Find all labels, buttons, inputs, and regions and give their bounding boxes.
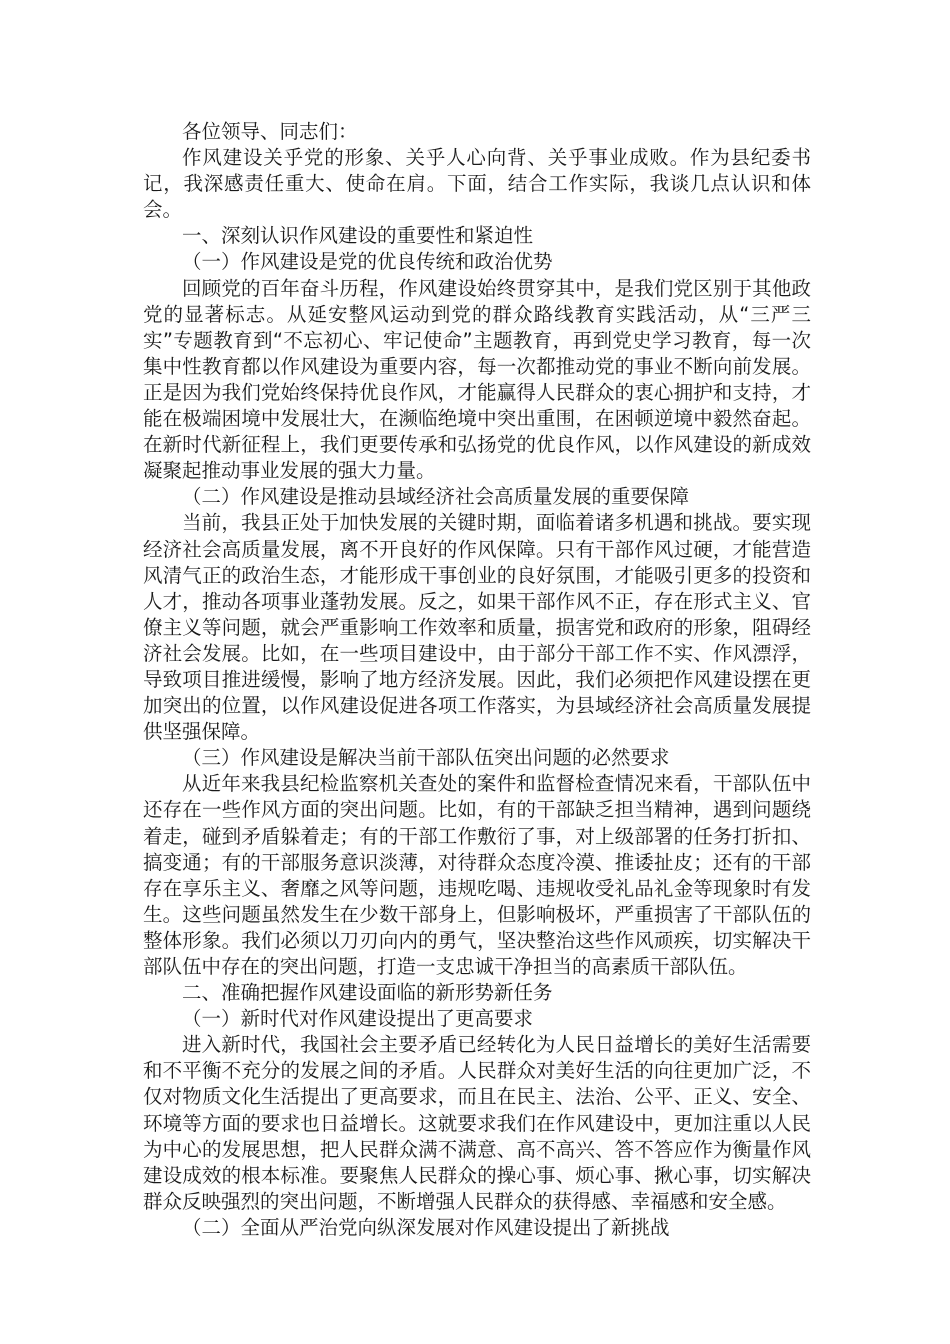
section-1-2-heading: （二）作风建设是推动县域经济社会高质量发展的重要保障: [182, 485, 690, 509]
greeting: 各位领导、同志们：: [182, 120, 358, 143]
section-1-1-paragraph: 回顾党的百年奋斗历程，作风建设始终贯穿其中，是我们党区别于其他政党的显著标志。从延安整风运动到党的群众路线教育实践活动，从“三严三实”专题教育到“不忘初心、牢记使命”主题教育，再到党史学习教育，每一次集中性教育都以作风建设为重要内容，每一次都推动党的事业不断向前发展。正是因为我们党始终保持优良作风，才能赢得人民群众的衷心拥护和支持，才能在极端困境中发展壮大，在濒临绝境中突出重围，在困顿逆境中毅然奋起。在新时代新征程上，我们更要传承和弘扬党的优良作风，以作风建设的新成效凝聚起推动事业发展的强大力量。: [143, 276, 811, 483]
section-1-2-paragraph: 当前，我县正处于加快发展的关键时期，面临着诸多机遇和挑战。要实现经济社会高质量发展，离不开良好的作风保障。只有干部作风过硬，才能营造风清气正的政治生态，才能形成干事创业的良好氛围，才能吸引更多的投资和人才，推动各项事业蓬勃发展。反之，如果干部作风不正，存在形式主义、官僚主义等问题，就会严重影响工作效率和质量，损害党和政府的形象，阻碍经济社会发展。比如，在一些项目建设中，由于部分干部工作不实、作风漂浮，导致项目推进缓慢，影响了地方经济发展。因此，我们必须把作风建设摆在更加突出的位置，以作风建设促进各项工作落实，为县域经济社会高质量发展提供坚强保障。: [143, 511, 811, 744]
section-1-heading: 一、深刻认识作风建设的重要性和紧迫性: [182, 224, 534, 248]
section-1-3-paragraph: 从近年来我县纪检监察机关查处的案件和监督检查情况来看，干部队伍中还存在一些作风方面的突出问题。比如，有的干部缺乏担当精神，遇到问题绕着走，碰到矛盾躲着走；有的干部工作敷衍了事，对上级部署的任务打折扣、搞变通；有的干部服务意识淡薄，对待群众态度冷漠、推诿扯皮；还有的干部存在享乐主义、奢靡之风等问题，违规吃喝、违规收受礼品礼金等现象时有发生。这些问题虽然发生在少数干部身上，但影响极坏，严重损害了干部队伍的整体形象。我们必须以刀刃向内的勇气，坚决整治这些作风顽疾，切实解决干部队伍中存在的突出问题，打造一支忠诚干净担当的高素质干部队伍。: [143, 772, 811, 978]
section-2-heading: 二、准确把握作风建设面临的新形势新任务: [182, 981, 553, 1005]
section-2-1-heading: （一）新时代对作风建设提出了更高要求: [182, 1007, 534, 1031]
intro-paragraph: 作风建设关乎党的形象、关乎人心向背、关乎事业成败。作为县纪委书记，我深感责任重大、使命在肩。下面，结合工作实际，我谈几点认识和体会。: [143, 146, 811, 222]
section-2-2-heading: （二）全面从严治党向纵深发展对作风建设提出了新挑战: [182, 1215, 670, 1239]
section-1-1-heading: （一）作风建设是党的优良传统和政治优势: [182, 250, 553, 274]
section-2-1-paragraph: 进入新时代，我国社会主要矛盾已经转化为人民日益增长的美好生活需要和不平衡不充分的发展之间的矛盾。人民群众对美好生活的向往更加广泛，不仅对物质文化生活提出了更高要求，而且在民主、法治、公平、正义、安全、环境等方面的要求也日益增长。这就要求我们在作风建设中，更加注重以人民为中心的发展思想，把人民群众满不满意、高不高兴、答不答应作为衡量作风建设成效的根本标准。要聚焦人民群众的操心事、烦心事、揪心事，切实解决群众反映强烈的突出问题，不断增强人民群众的获得感、幸福感和安全感。: [143, 1033, 811, 1213]
section-1-3-heading: （三）作风建设是解决当前干部队伍突出问题的必然要求: [182, 746, 670, 770]
document-body: [143, 119, 811, 1241]
